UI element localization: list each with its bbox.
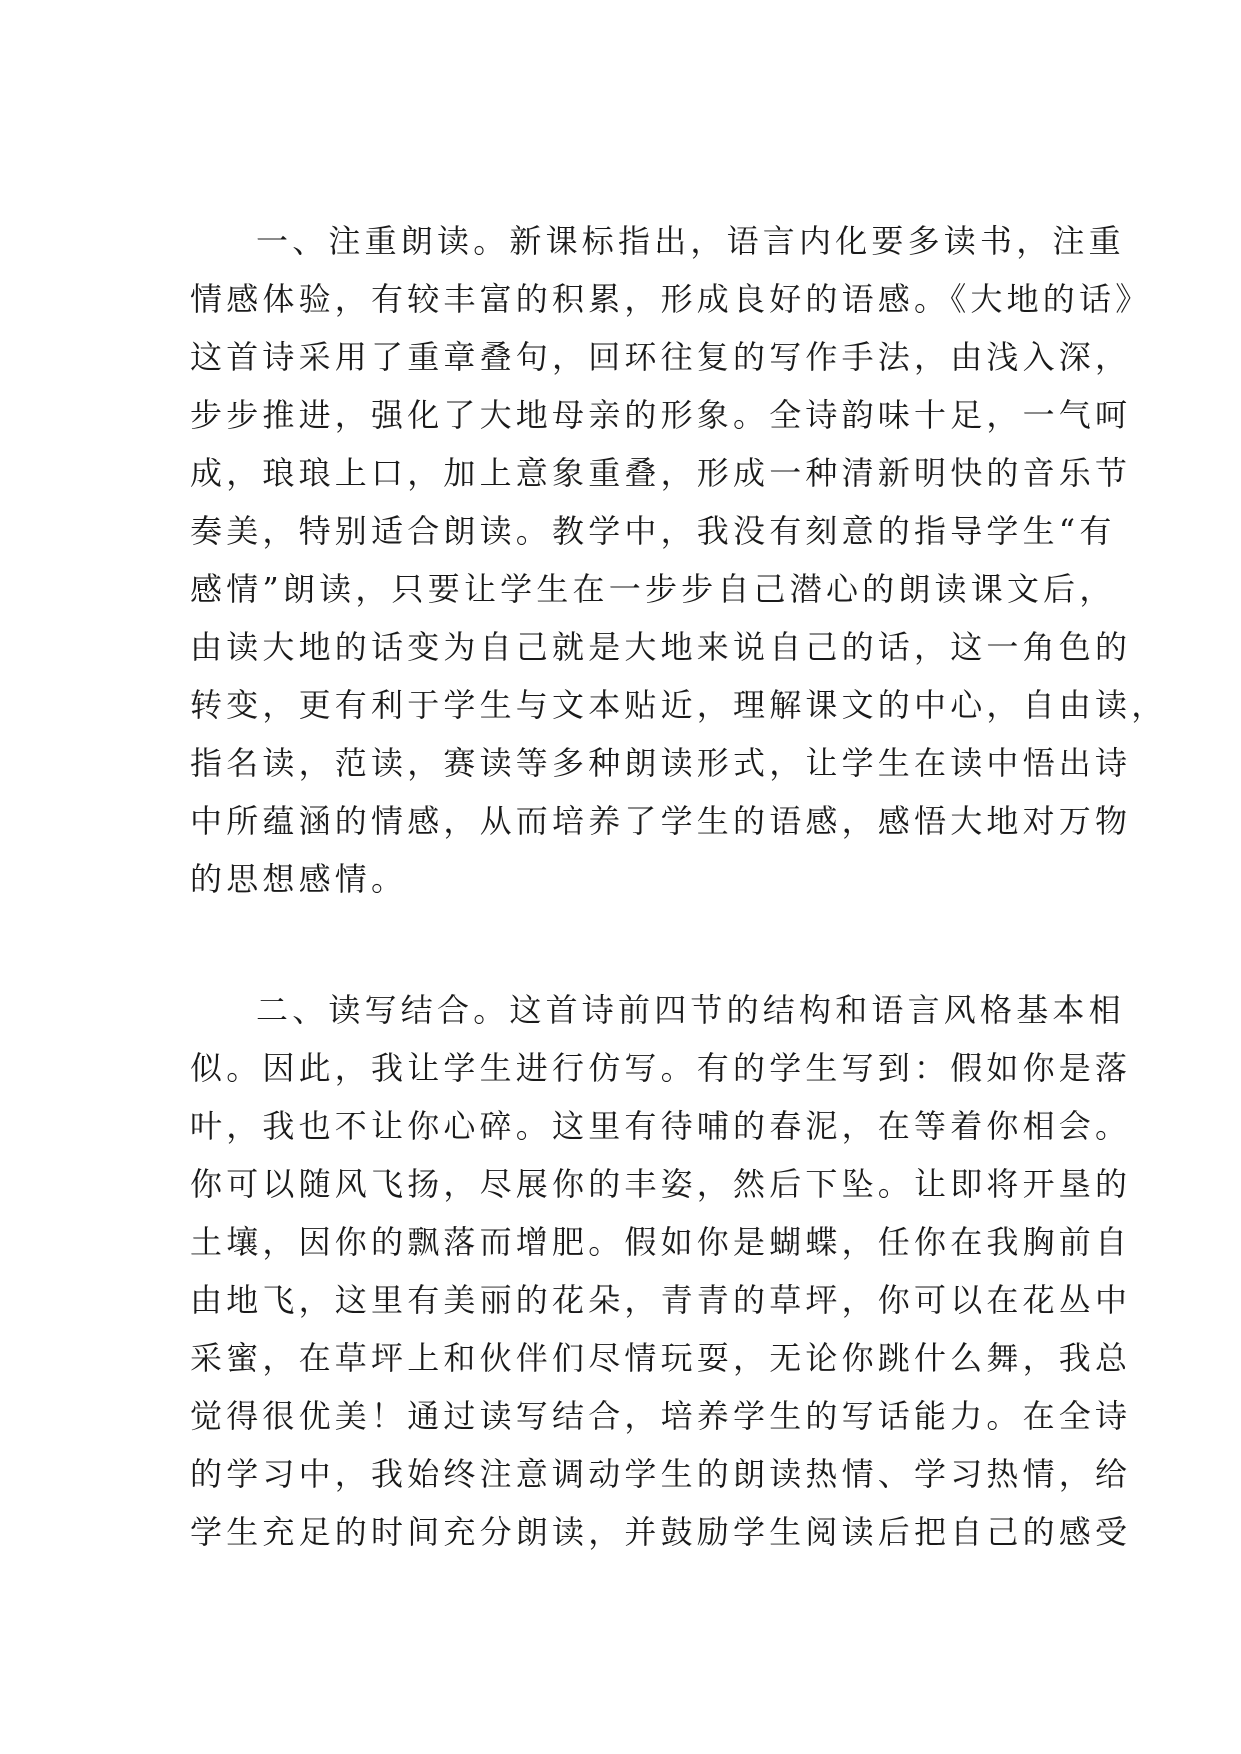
paragraph-line: 叶，我也不让你心碎。这里有待哺的春泥，在等着你相会。 bbox=[190, 1107, 1132, 1145]
paragraph-line: 指名读，范读，赛读等多种朗读形式，让学生在读中悟出诗 bbox=[190, 744, 1132, 782]
paragraph-line: 的学习中，我始终注意调动学生的朗读热情、学习热情，给 bbox=[190, 1455, 1132, 1493]
paragraph-line: 采蜜，在草坪上和伙伴们尽情玩耍，无论你跳什么舞，我总 bbox=[190, 1339, 1132, 1377]
paragraph-line: 一、注重朗读。新课标指出，语言内化要多读书，注重 bbox=[256, 222, 1125, 260]
paragraph-line: 这首诗采用了重章叠句，回环往复的写作手法，由浅入深， bbox=[190, 338, 1132, 376]
paragraph-line: 觉得很优美！通过读写结合，培养学生的写话能力。在全诗 bbox=[190, 1397, 1132, 1435]
paragraph-line: 成，琅琅上口，加上意象重叠，形成一种清新明快的音乐节 bbox=[190, 454, 1132, 492]
paragraph-line: 学生充足的时间充分朗读，并鼓励学生阅读后把自己的感受 bbox=[190, 1513, 1132, 1551]
paragraph-line: 步步推进，强化了大地母亲的形象。全诗韵味十足，一气呵 bbox=[190, 396, 1132, 434]
paragraph-line: 转变，更有利于学生与文本贴近，理解课文的中心，自由读， bbox=[190, 686, 1168, 724]
paragraph-line: 感情”朗读，只要让学生在一步步自己潜心的朗读课文后， bbox=[190, 570, 1116, 608]
paragraph-line: 的思想感情。 bbox=[190, 860, 408, 898]
paragraph-line: 奏美，特别适合朗读。教学中，我没有刻意的指导学生“有 bbox=[190, 512, 1116, 550]
paragraph-reading-writing bbox=[190, 981, 1132, 1561]
paragraph-line: 由地飞，这里有美丽的花朵，青青的草坪，你可以在花丛中 bbox=[190, 1281, 1132, 1319]
paragraph-line: 由读大地的话变为自己就是大地来说自己的话，这一角色的 bbox=[190, 628, 1132, 666]
paragraph-line: 你可以随风飞扬，尽展你的丰姿，然后下坠。让即将开垦的 bbox=[190, 1165, 1132, 1203]
paragraph-reading-aloud bbox=[190, 212, 1168, 908]
paragraph-line: 二、读写结合。这首诗前四节的结构和语言风格基本相 bbox=[256, 991, 1125, 1029]
paragraph-line: 似。因此，我让学生进行仿写。有的学生写到：假如你是落 bbox=[190, 1049, 1132, 1087]
paragraph-line: 情感体验，有较丰富的积累，形成良好的语感。《大地的话》 bbox=[190, 280, 1152, 318]
paragraph-line: 土壤，因你的飘落而增肥。假如你是蝴蝶，任你在我胸前自 bbox=[190, 1223, 1132, 1261]
paragraph-line: 中所蕴涵的情感，从而培养了学生的语感，感悟大地对万物 bbox=[190, 802, 1132, 840]
